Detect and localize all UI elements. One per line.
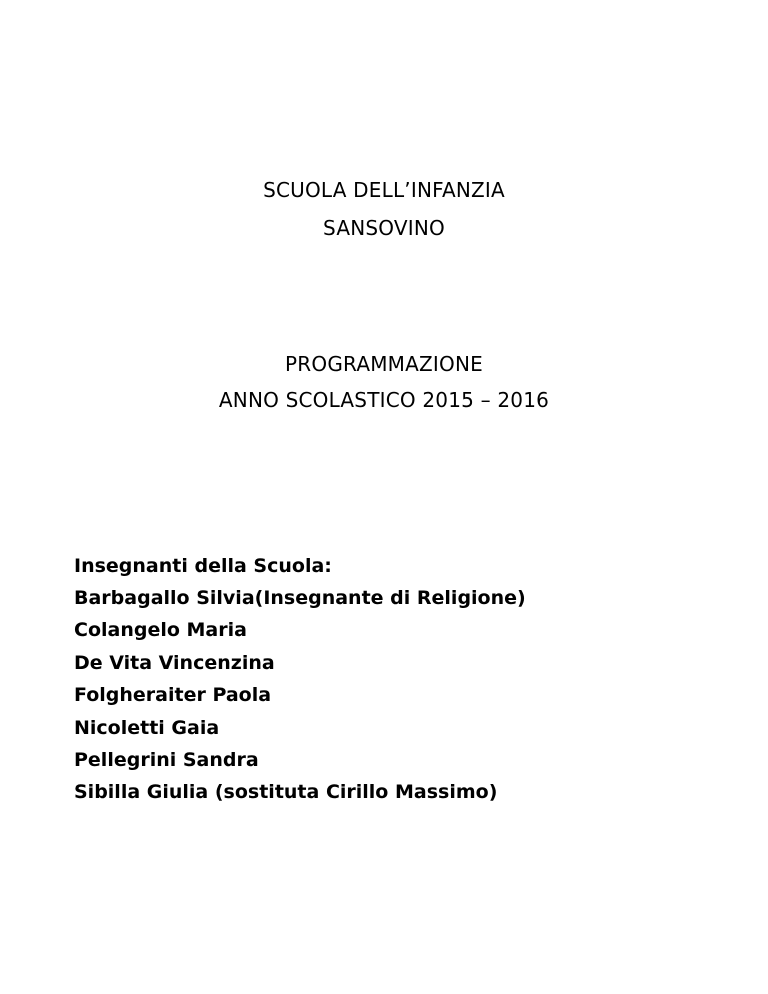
teacher-item: Folgheraiter Paola <box>74 684 272 707</box>
teachers-heading: Insegnanti della Scuola: <box>74 555 332 577</box>
teacher-item: Pellegrini Sandra <box>74 749 259 772</box>
school-name-line1: SCUOLA DELL’INFANZIA <box>263 178 505 202</box>
teacher-item: Nicoletti Gaia <box>74 716 220 739</box>
teacher-item: Colangelo Maria <box>74 619 247 642</box>
school-year: ANNO SCOLASTICO 2015 – 2016 <box>218 388 550 412</box>
teachers-list <box>74 582 526 809</box>
teacher-item: Barbagallo Silvia(Insegnante di Religione) <box>74 587 526 609</box>
teacher-item: Sibilla Giulia (sostituta Cirillo Massimo) <box>74 781 498 804</box>
school-name-line2: SANSOVINO <box>323 216 445 240</box>
teacher-item: De Vita Vincenzina <box>74 651 275 674</box>
programme-title: PROGRAMMAZIONE <box>285 352 483 376</box>
